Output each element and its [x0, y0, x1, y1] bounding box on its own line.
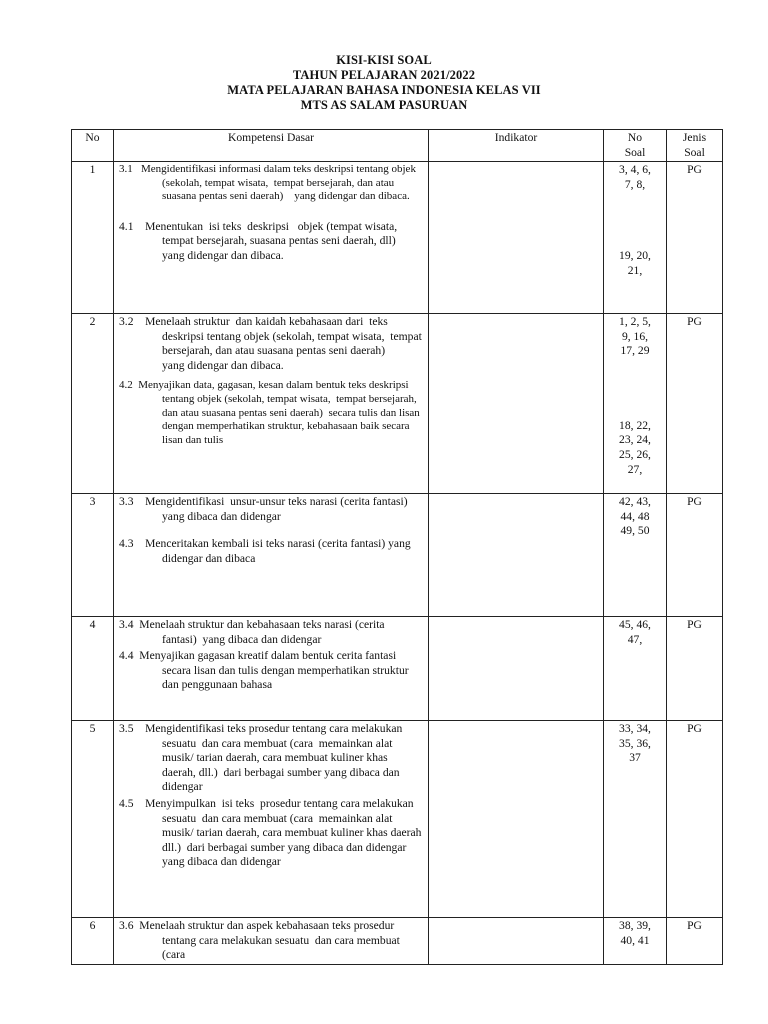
header-no: No — [72, 130, 114, 162]
indikator-cell — [429, 494, 604, 617]
row-number: 3 — [72, 494, 114, 617]
kd-item: 4.3 Menceritakan kembali isi teks narasi (cerita fantasi) yang didengar dan dibaca — [119, 537, 414, 565]
no-soal-cell: 45, 46, 47, — [604, 617, 667, 721]
table-row — [72, 494, 723, 617]
kisi-kisi-table — [71, 129, 723, 965]
kd-cell — [114, 162, 429, 314]
kd-item: 4.4 Menyajikan gagasan kreatif dalam bentuk cerita fantasi secara lisan dan tulis dengan memperhatikan struktur dan penggunaan bahasa — [119, 649, 412, 692]
kd-item: 3.1 Mengidentifikasi informasi dalam teks deskripsi tentang objek (sekolah, tempat wisata, tempat bersejarah, dan atau suasana pentas seni daerah) yang didengar dan dibaca. — [119, 163, 419, 203]
jenis-soal-cell: PG — [667, 162, 723, 314]
row-number: 2 — [72, 314, 114, 494]
kd-cell — [114, 617, 429, 721]
jenis-soal-cell: PG — [667, 918, 723, 965]
header-kompetensi-dasar: Kompetensi Dasar — [114, 130, 429, 162]
kd-item: 4.5 Menyimpulkan isi teks prosedur tentang cara melakukan sesuatu dan cara membuat (cara memainkan alat musik/ tarian daerah, cara membuat kuliner khas daerah dll.) dari berbagai sumber yang dibaca dan didengar yang dibaca dan didengar — [119, 796, 425, 869]
kd-cell — [114, 721, 429, 918]
table-row — [72, 162, 723, 314]
kd-item: 4.1 Menentukan isi teks deskripsi objek (tempat wisata, tempat bersejarah, suasana pentas seni daerah, dll) yang didengar dan dibaca. — [119, 219, 403, 262]
no-soal-cell: 3, 4, 6, 7, 8, 19, 20, 21, — [604, 162, 667, 314]
kd-cell — [114, 314, 429, 494]
table-row — [72, 617, 723, 721]
kd-cell — [114, 918, 429, 965]
header-no-soal: No Soal — [604, 130, 667, 162]
table-row — [72, 314, 723, 494]
indikator-cell — [429, 162, 604, 314]
kd-item: 3.4 Menelaah struktur dan kebahasaan teks narasi (cerita fantasi) yang dibaca dan didengar — [119, 618, 388, 646]
document-header — [0, 53, 768, 113]
row-number: 4 — [72, 617, 114, 721]
jenis-soal-cell: PG — [667, 617, 723, 721]
kd-cell — [114, 494, 429, 617]
indikator-cell — [429, 721, 604, 918]
header-school-year: TAHUN PELAJARAN 2021/2022 — [292, 68, 476, 82]
jenis-soal-cell: PG — [667, 494, 723, 617]
jenis-soal-cell: PG — [667, 314, 723, 494]
no-soal-cell: 33, 34, 35, 36, 37 — [604, 721, 667, 918]
kd-item: 3.6 Menelaah struktur dan aspek kebahasaan teks prosedur tentang cara melakukan sesuatu dan cara membuat (cara — [119, 919, 403, 962]
table-header-row — [72, 130, 723, 162]
kd-item: 3.3 Mengidentifikasi unsur-unsur teks narasi (cerita fantasi) yang dibaca dan didengar — [119, 495, 411, 523]
kd-item: 3.5 Mengidentifikasi teks prosedur tentang cara melakukan sesuatu dan cara membuat (cara memainkan alat musik/ tarian daerah, cara membuat kuliner khas daerah, dll.) dari berbagai sumber yang dibaca dan didengar — [119, 722, 406, 794]
indikator-cell — [429, 314, 604, 494]
no-soal-cell: 1, 2, 5, 9, 16, 17, 29 18, 22, 23, 24, 25, 26, 27, — [604, 314, 667, 494]
table-row — [72, 918, 723, 965]
table-row — [72, 721, 723, 918]
no-soal-cell: 42, 43, 44, 48 49, 50 — [604, 494, 667, 617]
header-title: KISI-KISI SOAL — [336, 53, 432, 67]
indikator-cell — [429, 617, 604, 721]
indikator-cell — [429, 918, 604, 965]
kd-item: 4.2 Menyajikan data, gagasan, kesan dalam bentuk teks deskripsi tentang objek (sekolah, tempat wisata, tempat bersejarah, dan atau suasana pentas seni daerah) secara tulis dan lisan dengan memperhatikan struktur, kebahasaan baik secara lisan dan tulis — [119, 379, 423, 446]
jenis-soal-cell: PG — [667, 721, 723, 918]
row-number: 5 — [72, 721, 114, 918]
row-number: 1 — [72, 162, 114, 314]
header-subject: MATA PELAJARAN BAHASA INDONESIA KELAS VII — [227, 83, 541, 97]
header-school-name: MTS AS SALAM PASURUAN — [300, 98, 468, 112]
no-soal-cell: 38, 39, 40, 41 — [604, 918, 667, 965]
row-number: 6 — [72, 918, 114, 965]
kd-item: 3.2 Menelaah struktur dan kaidah kebahasaan dari teks deskripsi tentang objek (sekolah, tempat wisata, tempat bersejarah, dan atau suasana pentas seni daerah) yang didengar dan dibaca. — [119, 315, 425, 372]
header-indikator: Indikator — [429, 130, 604, 162]
header-jenis-soal: Jenis Soal — [667, 130, 723, 162]
